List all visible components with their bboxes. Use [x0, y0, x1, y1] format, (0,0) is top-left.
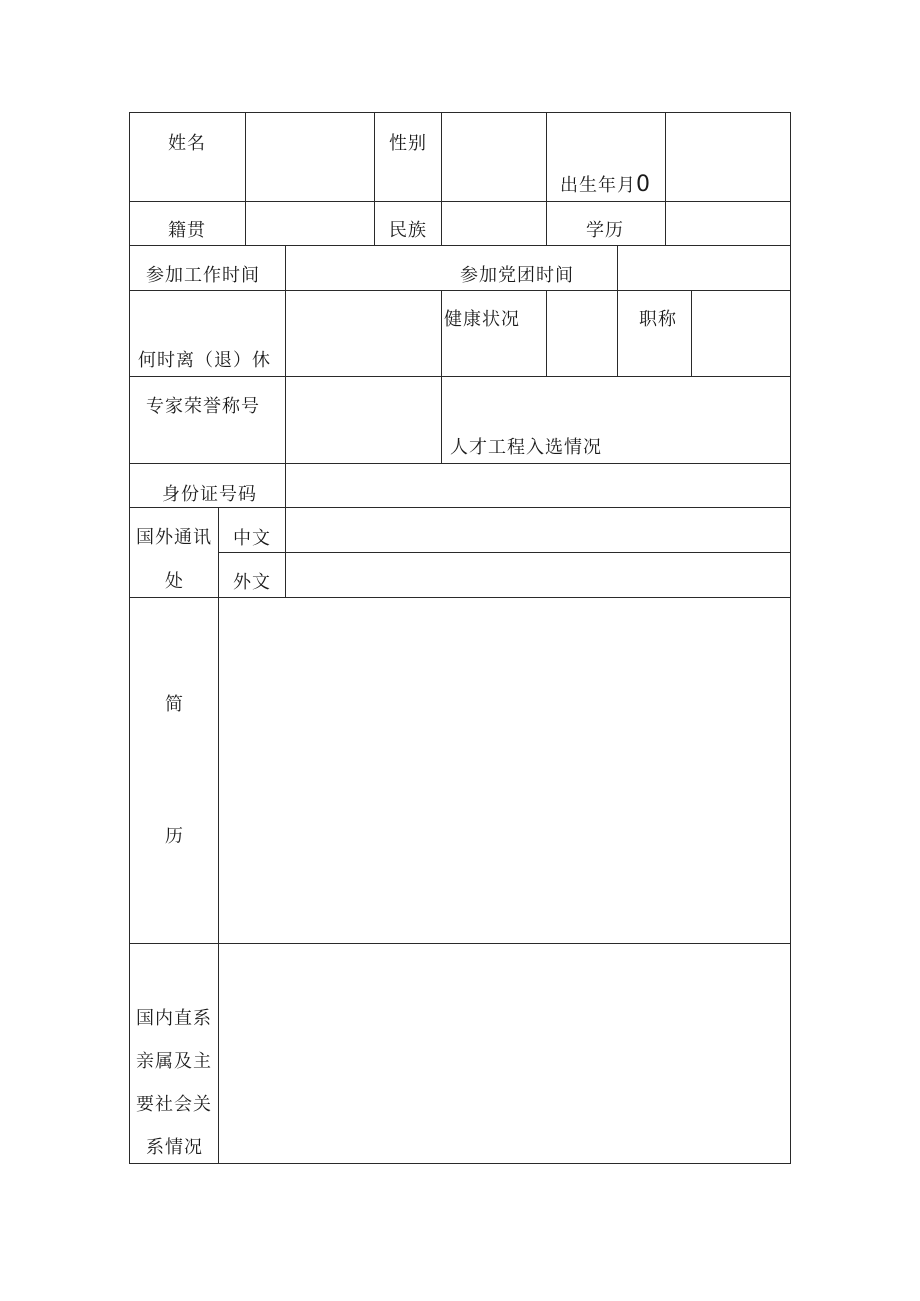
native-place-label: 籍贯 — [168, 220, 206, 241]
relatives-label-line3: 要社会关 — [136, 1094, 212, 1115]
col-divider — [218, 507, 219, 598]
resume-label-char2: 历 — [165, 826, 184, 847]
ethnicity-label: 民族 — [389, 220, 427, 241]
gender-label: 性别 — [389, 133, 427, 154]
overseas-chinese-address-field[interactable] — [286, 508, 790, 552]
health-field[interactable] — [547, 291, 617, 376]
education-field[interactable] — [666, 202, 790, 245]
photo-field[interactable] — [666, 113, 790, 201]
professional-title-field[interactable] — [692, 291, 790, 376]
overseas-foreign-address-field[interactable] — [286, 553, 790, 597]
gender-field[interactable] — [442, 113, 546, 201]
relatives-label-line1: 国内直系 — [136, 1008, 212, 1029]
col-divider — [374, 112, 375, 246]
chinese-label: 中文 — [233, 528, 271, 549]
resume-label-char1: 简 — [165, 694, 184, 715]
name-field[interactable] — [246, 113, 374, 201]
party-join-field[interactable] — [618, 246, 790, 290]
col-divider — [546, 112, 547, 246]
retire-label: 何时离（退）休 — [138, 350, 271, 371]
relatives-field[interactable] — [219, 944, 790, 1163]
title-label: 职称 — [639, 309, 677, 330]
expert-honor-label: 专家荣誉称号 — [146, 396, 260, 417]
ethnicity-field[interactable] — [442, 202, 546, 245]
health-label: 健康状况 — [444, 309, 520, 330]
foreign-label: 外文 — [233, 572, 271, 593]
overseas-address-label-line1: 国外通讯 — [136, 527, 212, 548]
native-place-field[interactable] — [246, 202, 374, 245]
table-border-bottom — [129, 1163, 791, 1164]
work-start-label: 参加工作时间 — [146, 265, 260, 286]
table-border-right — [790, 112, 791, 1164]
birth-label-wrapper — [560, 174, 650, 197]
expert-honor-field[interactable] — [286, 377, 441, 463]
birth-label: 出生年月 — [560, 175, 636, 196]
relatives-label-line2: 亲属及主 — [136, 1051, 212, 1072]
id-number-label: 身份证号码 — [162, 484, 257, 505]
name-label: 姓名 — [168, 133, 206, 154]
resume-field[interactable] — [219, 598, 790, 943]
education-label: 学历 — [586, 220, 624, 241]
col-divider — [617, 290, 618, 377]
overseas-address-label-line2: 处 — [165, 571, 184, 592]
party-join-label: 参加党团时间 — [460, 265, 574, 286]
retire-field[interactable] — [286, 291, 441, 376]
id-number-field[interactable] — [286, 464, 790, 507]
birth-suffix: 0 — [636, 172, 650, 197]
talent-program-label: 人才工程入选情况 — [450, 437, 602, 458]
relatives-label-line4: 系情况 — [146, 1137, 203, 1158]
talent-program-field[interactable] — [442, 377, 790, 432]
table-border-left — [129, 112, 130, 1164]
work-start-field[interactable] — [286, 246, 441, 290]
col-divider — [441, 290, 442, 377]
